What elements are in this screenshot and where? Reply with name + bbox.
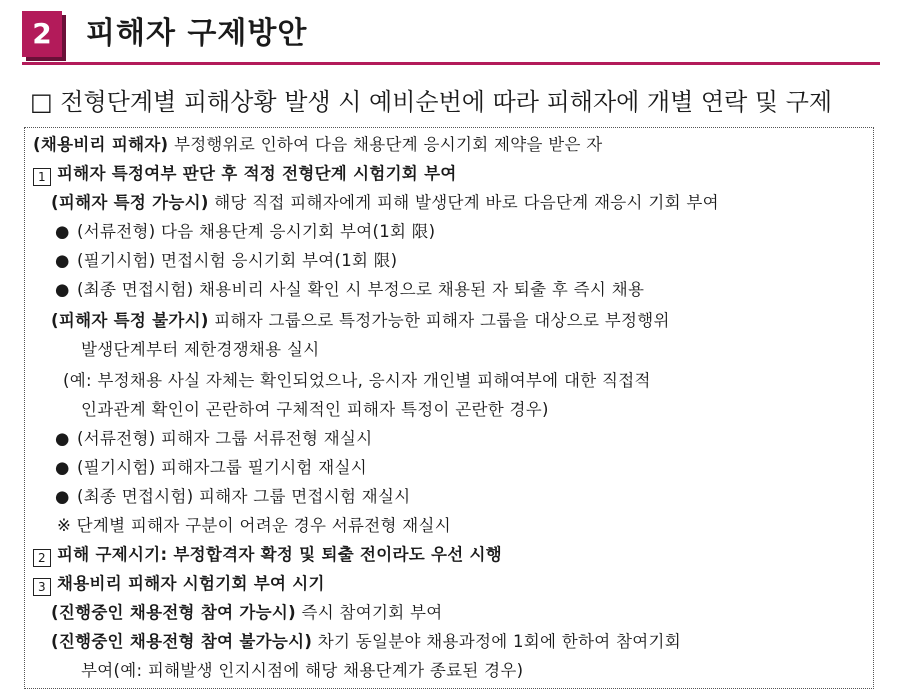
step-3-heading [33,571,325,597]
subheading: □ 전형단계별 피해상황 발생 시 예비순번에 따라 피해자에 개별 연락 및 구제 [30,88,833,116]
case-d-text-continued: 부여(예: 피해발생 인지시점에 해당 채용단계가 종료된 경우) [81,661,524,680]
case-c-label: (진행중인 채용전형 참여 가능시) [51,603,296,622]
case-d-label: (진행중인 채용전형 참여 불가능시) [51,632,313,651]
step-2-text: 피해 구제시기: 부정합격자 확정 및 퇴출 전이라도 우선 시행 [57,545,502,564]
case-b-text: 피해자 그룹으로 특정가능한 피해자 그룹을 대상으로 부정행위 [208,311,670,330]
step-1-number: 1 [33,168,51,186]
note-line: ※ 단계별 피해자 구분이 어려운 경우 서류전형 재실시 [57,516,451,535]
content-box [24,127,874,689]
step-3-number: 3 [33,578,51,596]
case-a-label: (피해자 특정 가능시) [51,193,209,212]
step-1-heading [33,161,457,187]
example-line-1: (예: 부정채용 사실 자체는 확인되었으나, 응시자 개인별 피해여부에 대한 직접적 [63,371,651,390]
definition-text: 부정행위로 인하여 다음 채용단계 응시기회 제약을 받은 자 [168,135,603,154]
section-number-badge: 2 [22,11,62,57]
case-b-line [51,308,670,334]
list-item: ● (필기시험) 피해자그룹 필기시험 재실시 [55,458,367,477]
case-d-line [51,629,681,655]
section-title: 피해자 구제방안 [86,16,308,51]
step-2-number: 2 [33,549,51,567]
step-1-text: 피해자 특정여부 판단 후 적정 전형단계 시험기회 부여 [57,164,457,183]
case-b-label: (피해자 특정 불가시) [51,311,209,330]
step-2-heading [33,542,502,568]
definition-line [33,132,603,158]
case-a-text: 해당 직접 피해자에게 피해 발생단계 바로 다음단계 재응시 기회 부여 [208,193,719,212]
case-c-line [51,600,442,626]
case-b-text-continued: 발생단계부터 제한경쟁채용 실시 [81,340,320,359]
step-3-text: 채용비리 피해자 시험기회 부여 시기 [57,574,325,593]
title-underline [22,62,880,65]
example-line-2: 인과관계 확인이 곤란하여 구체적인 피해자 특정이 곤란한 경우) [81,400,549,419]
case-c-text: 즉시 참여기회 부여 [295,603,443,622]
definition-label: (채용비리 피해자) [33,135,169,154]
case-d-text: 차기 동일분야 채용과정에 1회에 한하여 참여기회 [312,632,682,651]
list-item: ● (최종 면접시험) 채용비리 사실 확인 시 부정으로 채용된 자 퇴출 후 즉시 채용 [55,280,645,299]
list-item: ● (최종 면접시험) 피해자 그룹 면접시험 재실시 [55,487,411,506]
list-item: ● (서류전형) 피해자 그룹 서류전형 재실시 [55,429,373,448]
list-item: ● (필기시험) 면접시험 응시기회 부여(1회 限) [55,251,398,270]
list-item: ● (서류전형) 다음 채용단계 응시기회 부여(1회 限) [55,222,436,241]
case-a-line [51,190,719,216]
